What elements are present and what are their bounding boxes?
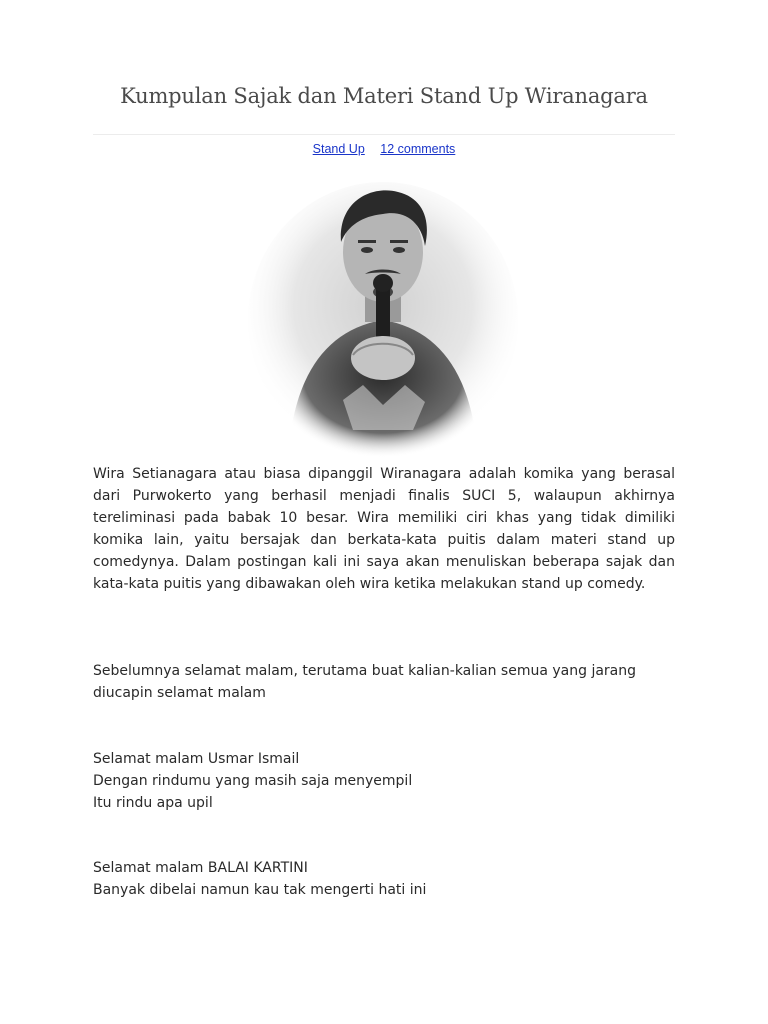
title-divider <box>93 134 675 135</box>
poem-line: Selamat malam Usmar Ismail <box>93 751 300 767</box>
poem-stanza-2 <box>93 857 675 901</box>
poem-stanza-1 <box>93 748 675 814</box>
poem-line: Selamat malam BALAI KARTINI <box>93 860 308 876</box>
poem-line: Banyak dibelai namun kau tak mengerti hati ini <box>93 882 427 898</box>
performer-photo <box>233 180 533 458</box>
intro-paragraph: Wira Setianagara atau biasa dipanggil Wiranagara adalah komika yang berasal dari Purwokerto yang berhasil menjadi finalis SUCI 5, walaupun akhirnya tereliminasi pada babak 10 besar. Wira memiliki ciri khas yang tidak dimiliki komika lain, yaitu bersajak dan berkata-kata puitis dalam materi stand up comedynya. Dalam postingan kali ini saya akan menuliskan beberapa sajak dan kata-kata puitis yang dibawakan oleh wira ketika melakukan stand up comedy. <box>93 466 675 592</box>
opening-paragraph <box>93 660 675 704</box>
comments-link[interactable]: 12 comments <box>380 142 456 156</box>
page-title: Kumpulan Sajak dan Materi Stand Up Wiranagara <box>120 84 648 108</box>
poem-line: Dengan rindumu yang masih saja menyempil <box>93 773 413 789</box>
text-line: Sebelumnya selamat malam, terutama buat kalian-kalian semua yang jarang <box>93 663 637 679</box>
text-line: diucapin selamat malam <box>93 685 266 701</box>
post-meta <box>93 142 675 156</box>
category-link[interactable]: Stand Up <box>312 142 365 156</box>
poem-line: Itu rindu apa upil <box>93 795 213 811</box>
